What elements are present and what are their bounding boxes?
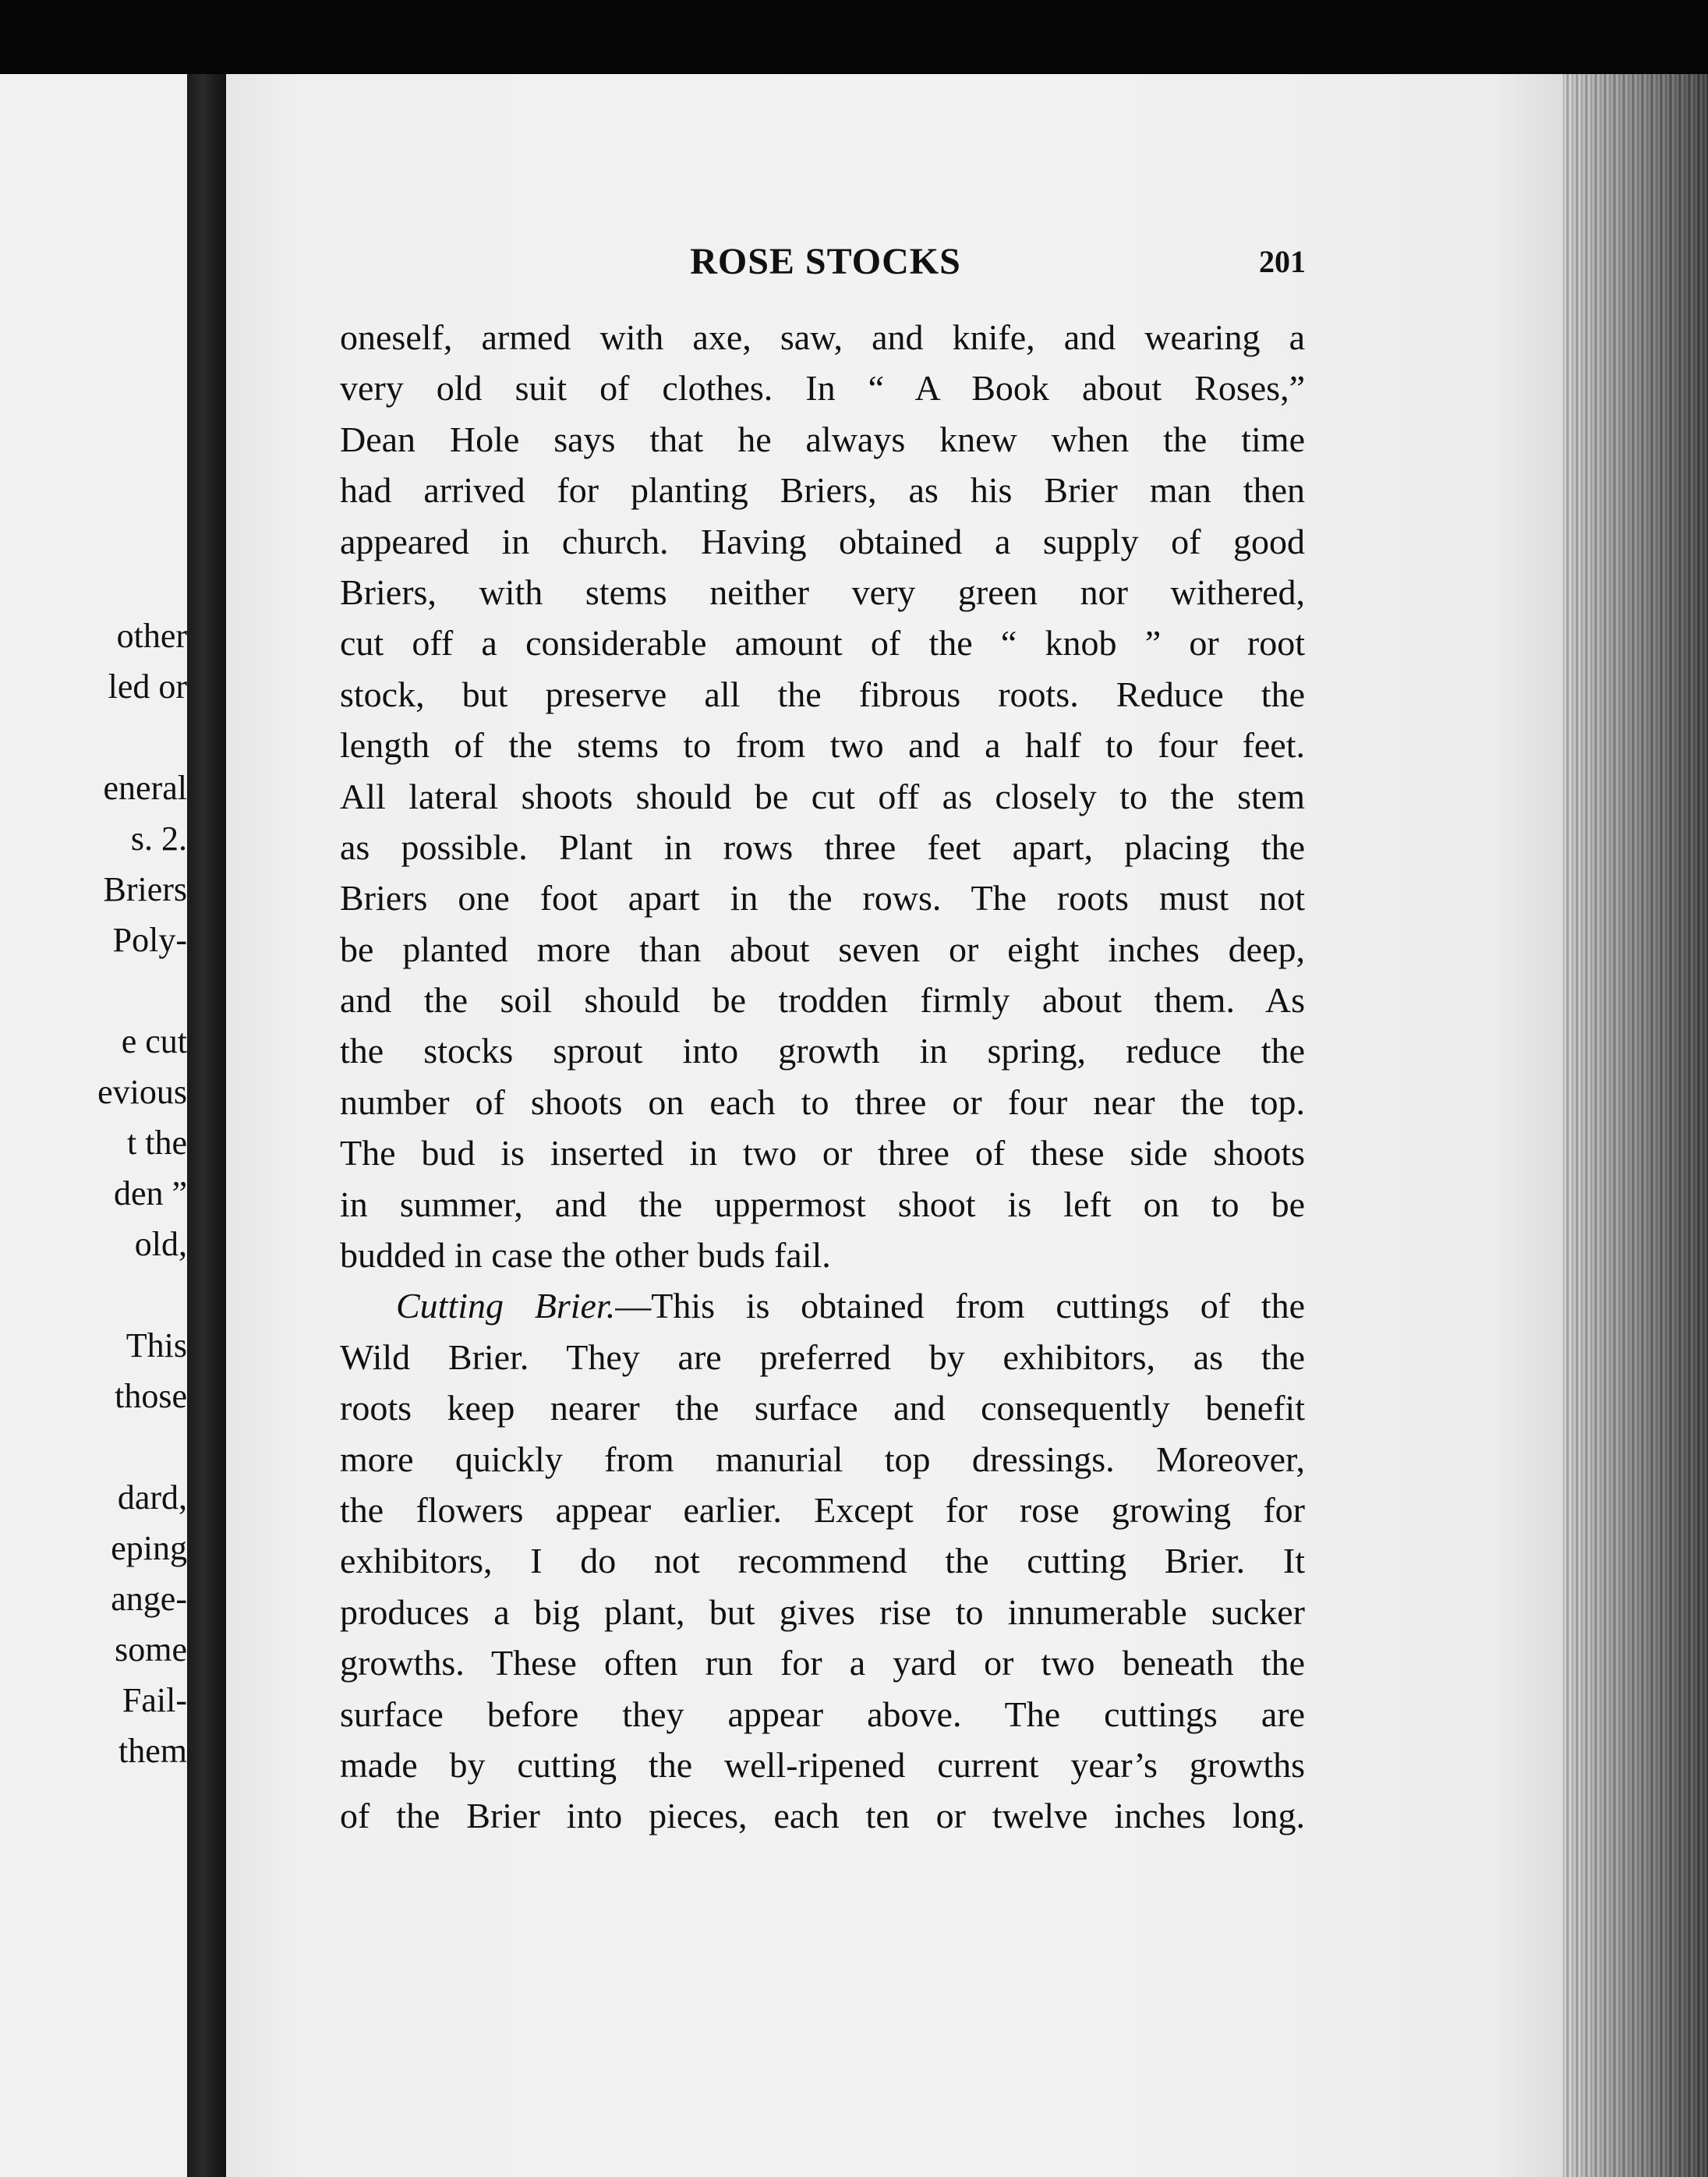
- text-line: more quickly from manurial top dressings. Moreover,: [340, 1439, 1305, 1479]
- facing-page-fragment: t the: [127, 1124, 187, 1162]
- facing-page-fragment: This: [126, 1326, 187, 1365]
- facing-page-fragment: led or: [108, 667, 187, 706]
- facing-page-fragment: Fail-: [122, 1681, 187, 1719]
- text-line: number of shoots on each to three or four near the top.: [340, 1081, 1305, 1122]
- page-edges: [1563, 74, 1708, 2177]
- text-line: the stocks sprout into growth in spring, reduce the: [340, 1031, 1305, 1071]
- facing-page-fragment: those: [115, 1377, 187, 1415]
- text-line: All lateral shoots should be cut off as closely to the stem: [340, 776, 1305, 816]
- text-line: produces a big plant, but gives rise to innumerable sucker: [340, 1591, 1305, 1632]
- text-line: cut off a considerable amount of the “ knob ” or root: [340, 623, 1305, 664]
- text-line: roots keep nearer the surface and consequently benefit: [340, 1388, 1305, 1428]
- page-number: 201: [1259, 244, 1306, 279]
- body-text: [340, 312, 1305, 1842]
- text-line: [340, 1280, 1305, 1331]
- text-line: The bud is inserted in two or three of these side shoots: [340, 1133, 1305, 1173]
- text-line: growths. These often run for a yard or two beneath the: [340, 1643, 1305, 1683]
- text-line: Wild Brier. They are preferred by exhibitors, as the: [340, 1336, 1305, 1377]
- text-line: oneself, armed with axe, saw, and knife, and wearing a: [340, 317, 1305, 357]
- text-line: stock, but preserve all the fibrous roots. Reduce the: [340, 674, 1305, 714]
- text-line: length of the stems to from two and a half to four feet.: [340, 725, 1305, 766]
- text-line: in summer, and the uppermost shoot is left on to be: [340, 1184, 1305, 1224]
- text-line: exhibitors, I do not recommend the cutting Brier. It: [340, 1541, 1305, 1581]
- facing-page-fragment: them: [118, 1732, 187, 1770]
- text-line: be planted more than about seven or eight inches deep,: [340, 929, 1305, 969]
- text-line: as possible. Plant in rows three feet apart, placing the: [340, 827, 1305, 867]
- facing-page-fragment: Briers: [103, 870, 187, 908]
- facing-page-fragment: evious: [97, 1073, 187, 1111]
- text-line-rest: —This is obtained from cuttings of the: [615, 1286, 1305, 1326]
- facing-page-fragment: some: [115, 1630, 187, 1669]
- facing-page-left: [0, 74, 187, 2177]
- facing-page-fragment: ange-: [111, 1580, 187, 1618]
- facing-page-fragment: eneral: [103, 769, 187, 807]
- facing-page-fragment: dard,: [117, 1478, 187, 1517]
- facing-page-fragment: other: [116, 617, 187, 655]
- facing-page-text: [0, 74, 187, 2177]
- facing-page-fragment: s. 2.: [130, 819, 187, 858]
- text-line: made by cutting the well-ripened current year’s growths: [340, 1744, 1305, 1785]
- text-line: Briers, with stems neither very green nor withered,: [340, 572, 1305, 612]
- text-line: the flowers appear earlier. Except for rose growing for: [340, 1489, 1305, 1530]
- text-line: had arrived for planting Briers, as his Brier man then: [340, 470, 1305, 511]
- book-gutter: [187, 74, 226, 2177]
- run-in-heading: Cutting Brier.: [396, 1286, 616, 1326]
- text-line: Briers one foot apart in the rows. The roots must not: [340, 878, 1305, 919]
- text-line: appeared in church. Having obtained a supply of good: [340, 521, 1305, 561]
- facing-page-fragment: Poly-: [112, 921, 187, 959]
- paragraph-1: [340, 312, 1305, 1280]
- text-line: of the Brier into pieces, each ten or twelve inches long.: [340, 1796, 1305, 1836]
- text-line: and the soil should be trodden firmly about them. As: [340, 980, 1305, 1021]
- text-line: budded in case the other buds fail.: [340, 1235, 831, 1276]
- running-head: ROSE STOCKS: [690, 241, 961, 282]
- facing-page-fragment: old,: [134, 1225, 187, 1263]
- facing-page-fragment: e cut: [121, 1022, 187, 1060]
- facing-page-fragment: den ”: [113, 1174, 187, 1212]
- facing-page-fragment: eping: [111, 1529, 187, 1567]
- text-line: surface before they appear above. The cuttings are: [340, 1694, 1305, 1734]
- paragraph-2: [340, 1280, 1305, 1841]
- text-line: Dean Hole says that he always knew when the time: [340, 419, 1305, 459]
- text-line: very old suit of clothes. In “ A Book about Roses,”: [340, 368, 1305, 409]
